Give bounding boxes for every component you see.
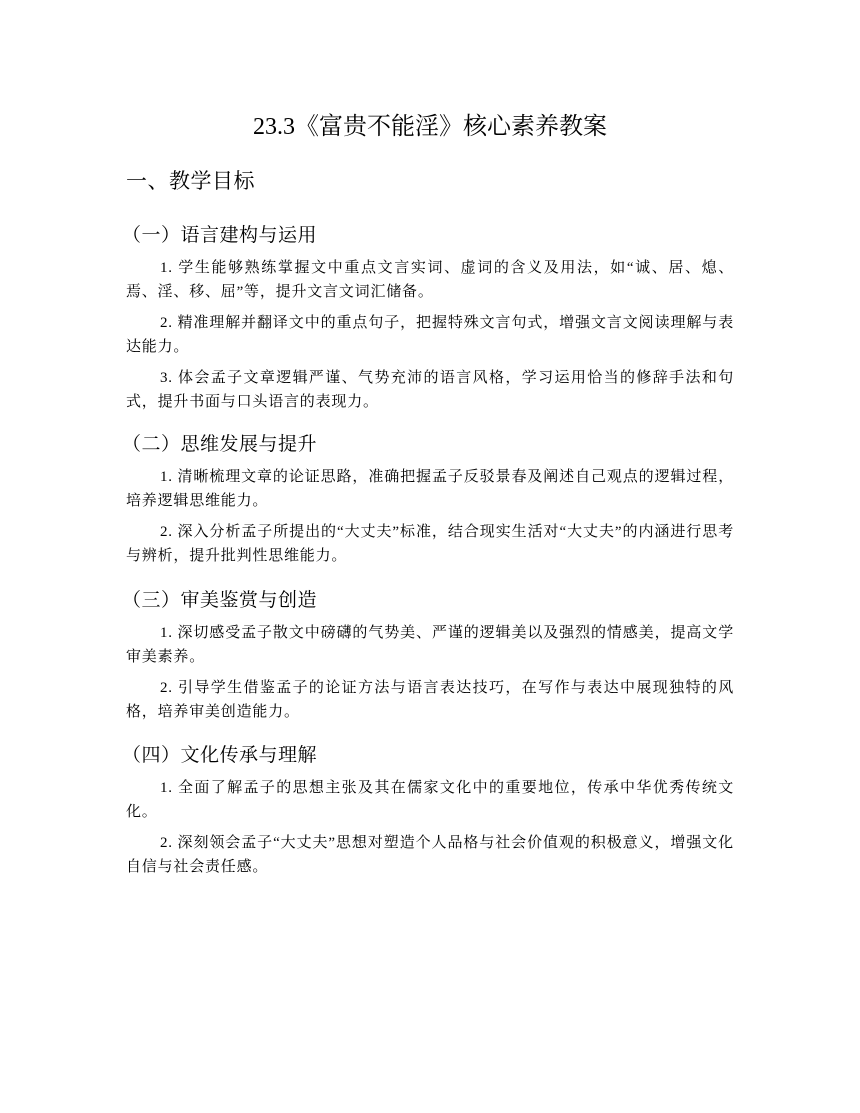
subsection-heading: （一）语言建构与运用 bbox=[122, 224, 318, 246]
paragraph: 2. 深刻领会孟子“大丈夫”思想对塑造个人品格与社会价值观的积极意义，增强文化自信与社会责任感。 bbox=[126, 835, 734, 875]
paragraph: 1. 清晰梳理文章的论证思路，准确把握孟子反驳景春及阐述自己观点的逻辑过程，培养逻辑思维能力。 bbox=[126, 469, 734, 509]
paragraph: 3. 体会孟子文章逻辑严谨、气势充沛的语言风格，学习运用恰当的修辞手法和句式，提升书面与口头语言的表现力。 bbox=[126, 370, 734, 410]
subsection-heading: （三）审美鉴赏与创造 bbox=[122, 589, 318, 611]
section-aesthetics bbox=[122, 587, 734, 724]
section-culture bbox=[122, 742, 734, 879]
section-heading-teaching-goals: 一、教学目标 bbox=[126, 169, 255, 193]
subsection-heading: （四）文化传承与理解 bbox=[122, 744, 318, 766]
subsection-heading: （二）思维发展与提升 bbox=[122, 433, 318, 455]
paragraph: 2. 深入分析孟子所提出的“大丈夫”标准，结合现实生活对“大丈夫”的内涵进行思考与辨析，提升批判性思维能力。 bbox=[126, 524, 734, 564]
section-language bbox=[122, 222, 734, 414]
paragraph: 1. 深切感受孟子散文中磅礴的气势美、严谨的逻辑美以及强烈的情感美，提高文学审美素养。 bbox=[126, 625, 734, 665]
paragraph: 2. 精准理解并翻译文中的重点句子，把握特殊文言句式，增强文言文阅读理解与表达能力。 bbox=[126, 315, 734, 355]
section-thinking bbox=[122, 431, 734, 568]
document-title: 23.3《富贵不能淫》核心素养教案 bbox=[253, 114, 607, 140]
paragraph: 2. 引导学生借鉴孟子的论证方法与语言表达技巧，在写作与表达中展现独特的风格，培养审美创造能力。 bbox=[126, 680, 734, 720]
paragraph: 1. 学生能够熟练掌握文中重点文言实词、虚词的含义及用法，如“诚、居、熄、焉、淫、移、屈”等，提升文言文词汇储备。 bbox=[126, 260, 734, 300]
paragraph: 1. 全面了解孟子的思想主张及其在儒家文化中的重要地位，传承中华优秀传统文化。 bbox=[126, 780, 734, 820]
